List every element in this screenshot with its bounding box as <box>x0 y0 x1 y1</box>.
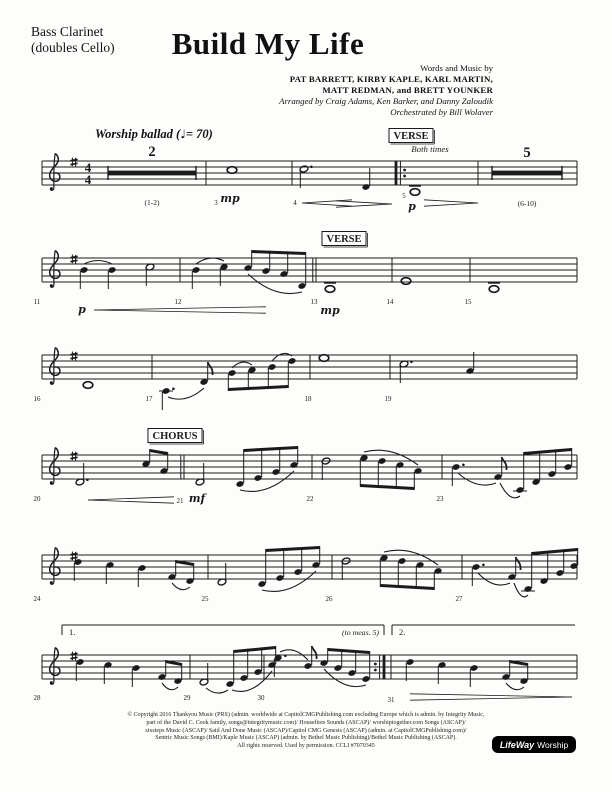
decrescendo-hairpin <box>410 697 572 700</box>
augmentation-dot <box>410 361 413 364</box>
key-sharp-icon <box>70 657 77 658</box>
crescendo-hairpin <box>88 497 174 500</box>
whole-note <box>401 278 411 285</box>
notehead <box>414 467 423 474</box>
decrescendo-hairpin <box>424 203 478 206</box>
repeat-dot <box>374 663 377 666</box>
notehead <box>520 677 529 684</box>
notehead <box>378 457 387 464</box>
notehead <box>312 561 321 568</box>
notehead <box>276 574 285 581</box>
notehead <box>564 463 573 470</box>
credit-orchestrator: Orchestrated by Bill Wolaver <box>390 107 493 117</box>
repeat-dot <box>403 175 406 178</box>
whole-note <box>325 286 335 293</box>
notehead <box>236 480 245 487</box>
multirest-range: (1-2) <box>144 198 160 207</box>
treble-clef-icon <box>54 251 55 286</box>
instrument-name: Bass Clarinet <box>31 24 104 39</box>
notehead <box>556 569 565 576</box>
key-sharp-icon <box>70 557 77 558</box>
decrescendo-hairpin <box>336 201 392 204</box>
notehead <box>272 468 281 475</box>
notehead <box>320 659 329 666</box>
measure-number: 16 <box>33 395 41 403</box>
notehead <box>438 661 447 668</box>
augmentation-dot <box>482 564 485 567</box>
beam <box>252 250 306 255</box>
measure-number: 29 <box>183 694 191 702</box>
crescendo-hairpin <box>88 500 174 503</box>
notehead <box>508 573 517 580</box>
key-sharp-icon <box>70 457 77 458</box>
notehead <box>406 658 415 665</box>
notehead <box>362 675 371 682</box>
notehead <box>168 573 177 580</box>
notehead <box>106 561 115 568</box>
treble-clef-icon <box>50 381 53 384</box>
repeat-dot <box>374 669 377 672</box>
measure-number: 3 <box>214 199 218 207</box>
credit-writers-1: PAT BARRETT, KIRBY KAPLE, KARL MARTIN, <box>289 74 493 84</box>
augmentation-dot <box>172 388 175 391</box>
notehead <box>186 577 195 584</box>
measure-number: 12 <box>174 298 182 306</box>
notehead <box>244 264 253 271</box>
copyright-line: sixsteps Music (ASCAP)/ Said And Done Music (ASCAP)/Capitol CMG Genesis (ASCAP) (admin. at CapitolCMGPublishing.com)/ <box>145 727 467 734</box>
notehead <box>524 585 533 592</box>
measure-number: 15 <box>464 298 472 306</box>
notehead <box>290 461 299 468</box>
augmentation-dot <box>86 479 89 482</box>
notehead <box>362 183 371 190</box>
credit-intro: Words and Music by <box>420 63 493 73</box>
whole-note <box>489 286 499 293</box>
multirest-bar <box>108 171 196 176</box>
multirest-count: 5 <box>523 145 531 161</box>
slur <box>364 450 418 465</box>
notehead <box>192 266 201 273</box>
copyright-line: Sentric Music Songs (BMI)/Kaple Music (ASCAP) (admin. by Bethel Music Publishing)/Bethel Music Publishing (ASCAP). <box>155 735 457 742</box>
slur <box>162 683 178 690</box>
notehead <box>416 561 425 568</box>
multirest-range: (6-10) <box>517 199 537 208</box>
repeat-dot <box>403 169 406 172</box>
section-label: VERSE <box>326 234 362 245</box>
copyright-line: part of the David C. Cook family, songs@integritymusic.com)/ Housefires Sounds (ASCAP)/ worshiptogether.com Songs (ASCAP)/ <box>146 719 466 726</box>
notehead <box>268 363 277 370</box>
lifeway-worship-logo <box>492 736 576 753</box>
notehead <box>158 673 167 680</box>
key-sharp-icon <box>70 653 77 654</box>
measure-number: 19 <box>384 395 392 403</box>
measure-number: 31 <box>387 696 395 704</box>
treble-clef-icon <box>54 548 55 583</box>
notehead <box>348 669 357 676</box>
treble-clef-icon <box>50 581 53 584</box>
measure-number: 5 <box>402 192 406 200</box>
notehead <box>294 568 303 575</box>
notehead <box>540 577 549 584</box>
augmentation-dot <box>462 464 465 467</box>
notehead <box>262 267 271 274</box>
slur <box>324 669 366 687</box>
beam <box>524 448 572 455</box>
slur <box>240 471 294 491</box>
measure-number: 30 <box>257 694 265 702</box>
key-sharp-icon <box>70 453 77 454</box>
decrescendo-hairpin <box>410 694 572 697</box>
notehead <box>258 580 267 587</box>
crescendo-hairpin <box>302 203 352 206</box>
augmentation-dot <box>284 655 287 658</box>
beam <box>150 449 168 455</box>
quarter-note-icon: ♩ <box>180 127 186 141</box>
dynamic-marking: mp <box>220 192 240 205</box>
tempo-marking: Worship ballad (♩= 70) <box>95 127 213 141</box>
page-title: Build My Life <box>171 26 365 61</box>
notehead <box>516 486 525 493</box>
notehead <box>162 387 171 394</box>
slur <box>232 671 272 691</box>
whole-note <box>83 382 93 389</box>
notehead <box>334 664 343 671</box>
notehead <box>268 661 277 668</box>
treble-clef-icon <box>54 348 55 383</box>
beam <box>328 648 370 654</box>
notehead <box>76 658 85 665</box>
measure-number: 20 <box>33 495 41 503</box>
decrescendo-hairpin <box>424 200 478 203</box>
measure-number: 22 <box>306 495 314 503</box>
notehead <box>104 661 113 668</box>
time-signature: 4 <box>84 172 92 187</box>
dynamic-marking: mp <box>320 304 340 317</box>
eighth-flag <box>516 557 521 570</box>
notehead <box>80 266 89 273</box>
ending-number: 1. <box>69 627 76 637</box>
whole-note <box>227 167 237 174</box>
multirest-bar <box>492 171 562 176</box>
measure-number: 26 <box>325 595 333 603</box>
ending-number: 2. <box>399 627 406 637</box>
augmentation-dot <box>310 166 313 169</box>
notehead <box>452 463 461 470</box>
notehead <box>138 564 147 571</box>
treble-clef-icon <box>50 187 53 190</box>
treble-clef-icon <box>50 481 53 484</box>
notehead <box>434 567 443 574</box>
measure-number: 25 <box>201 595 209 603</box>
slur <box>248 274 302 294</box>
repeat-start-barline <box>395 161 398 185</box>
beam <box>532 548 578 555</box>
notehead <box>226 680 235 687</box>
crescendo-hairpin <box>94 307 266 310</box>
measure-number: 23 <box>436 495 444 503</box>
notehead <box>494 473 503 480</box>
key-sharp-icon <box>70 553 77 554</box>
key-sharp-icon <box>70 159 77 160</box>
slur <box>206 688 228 693</box>
beam <box>360 484 414 490</box>
beam <box>228 385 288 391</box>
measure-number: 27 <box>455 595 463 603</box>
key-sharp-icon <box>70 353 77 354</box>
whole-note <box>410 189 420 196</box>
credit-arranger: Arranged by Craig Adams, Ken Barker, and Danny Zaloudik <box>279 96 493 106</box>
measure-number: 11 <box>33 298 41 306</box>
notehead <box>288 357 297 364</box>
key-sharp-icon <box>70 163 77 164</box>
notehead <box>160 467 169 474</box>
notehead <box>174 677 183 684</box>
notehead <box>396 461 405 468</box>
crescendo-hairpin <box>94 310 266 313</box>
credit-writers-2: MATT REDMAN, and BRETT YOUNKER <box>322 85 493 95</box>
direction-text: Both times <box>411 144 449 154</box>
instrument-doubling: (doubles Cello) <box>31 40 115 55</box>
measure-number: 13 <box>310 298 318 306</box>
measure-number: 17 <box>145 395 153 403</box>
slur <box>262 571 316 591</box>
treble-clef-icon <box>54 154 55 189</box>
measure-number: 24 <box>33 595 41 603</box>
multirest-count: 2 <box>148 144 156 160</box>
logo-suffix: Worship <box>537 739 569 750</box>
measure-number: 21 <box>176 497 184 505</box>
treble-clef-icon <box>54 448 55 483</box>
eighth-flag <box>312 646 317 659</box>
section-label: CHORUS <box>152 431 198 442</box>
beam <box>244 446 298 452</box>
notehead <box>240 674 249 681</box>
measure-number: 14 <box>386 298 394 306</box>
slur <box>506 683 524 690</box>
notehead <box>132 664 141 671</box>
time-signature: 4 <box>84 159 92 175</box>
notehead <box>254 474 263 481</box>
notehead <box>74 558 83 565</box>
dynamic-marking: p <box>408 200 416 213</box>
section-label: VERSE <box>393 131 429 142</box>
notehead <box>548 470 557 477</box>
beam <box>234 646 276 653</box>
dynamic-marking: p <box>78 303 86 316</box>
notehead <box>280 270 289 277</box>
notehead <box>254 668 263 675</box>
repeat-end-barline <box>383 655 386 679</box>
slur <box>84 261 112 265</box>
copyright-line: All rights reserved. Used by permission. CCLI #7070345 <box>237 743 375 750</box>
ending-target-note: (to meas. 5) <box>341 628 379 637</box>
key-sharp-icon <box>70 357 77 358</box>
eighth-flag <box>502 457 507 470</box>
slur <box>196 258 224 264</box>
treble-clef-icon <box>54 648 55 683</box>
notehead <box>108 266 117 273</box>
key-sharp-icon <box>70 260 77 261</box>
treble-clef-icon <box>50 284 53 287</box>
slur <box>384 550 438 565</box>
measure-number: 28 <box>33 694 41 702</box>
logo-brand: LifeWay <box>499 739 535 750</box>
notehead <box>472 563 481 570</box>
dynamic-marking: mf <box>188 492 206 505</box>
notehead <box>470 664 479 671</box>
notehead <box>466 367 475 374</box>
whole-note <box>319 355 329 362</box>
notehead <box>398 557 407 564</box>
measure-number: 4 <box>293 199 297 207</box>
notehead <box>304 662 313 669</box>
notehead <box>502 673 511 680</box>
notehead <box>298 282 307 289</box>
beam <box>380 584 434 590</box>
treble-clef-icon <box>50 681 53 684</box>
key-sharp-icon <box>70 256 77 257</box>
slur <box>172 583 190 590</box>
measure-number: 18 <box>304 395 312 403</box>
copyright-line: © Copyright 2016 Thankyou Music (PRS) (admin. worldwide at CapitolCMGPublishing.com excluding Europe which is admin. by Integrity Music, <box>127 712 485 718</box>
beam <box>266 546 320 552</box>
notehead <box>228 369 237 376</box>
